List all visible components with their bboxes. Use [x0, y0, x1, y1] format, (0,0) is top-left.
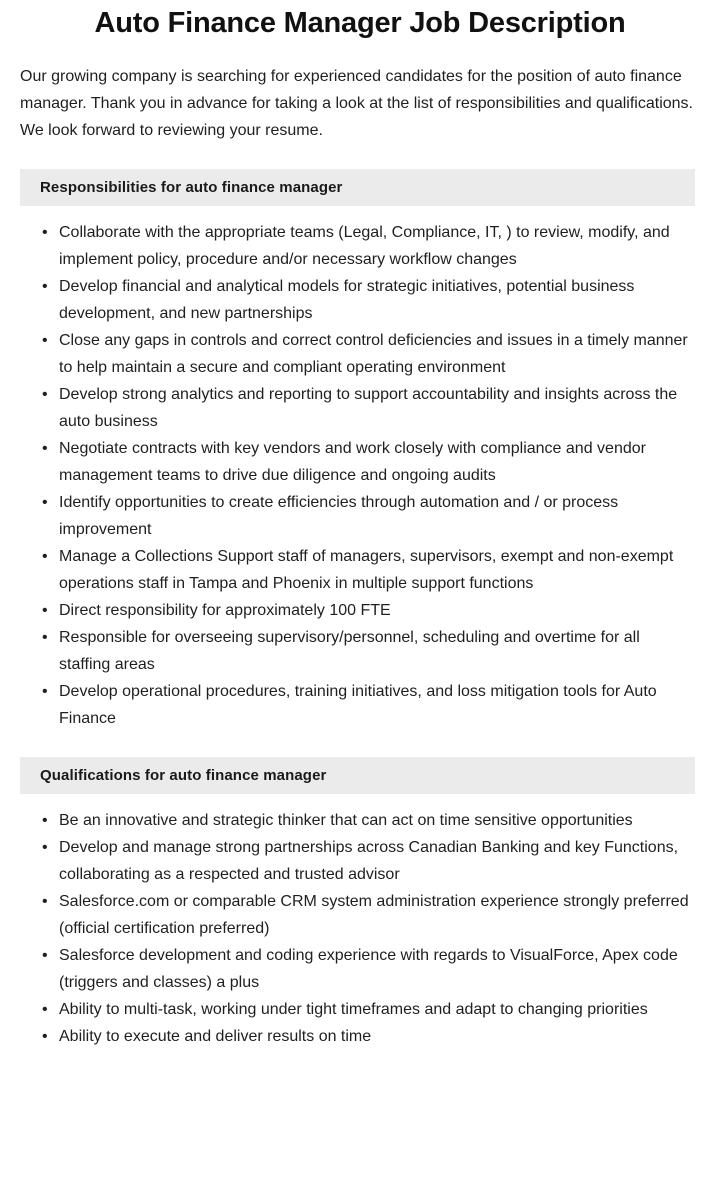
list-item	[20, 1023, 695, 1050]
list-item	[20, 888, 695, 942]
section-heading-label: Responsibilities for auto finance manager	[40, 179, 343, 196]
section-qualifications	[0, 757, 720, 1050]
bullet-icon: •	[42, 1028, 48, 1045]
list-item-text: Collaborate with the appropriate teams (Legal, Compliance, IT, ) to review, modify, and implement policy, procedure and/or necessary workflow changes	[59, 224, 670, 268]
list-item-text: Responsible for overseeing supervisory/personnel, scheduling and overtime for all staffing areas	[59, 629, 640, 673]
list-item-text: Develop operational procedures, training initiatives, and loss mitigation tools for Auto Finance	[59, 683, 657, 727]
list-item-text: Develop financial and analytical models for strategic initiatives, potential business development, and new partnerships	[59, 278, 635, 322]
bullet-icon: •	[42, 812, 48, 829]
list-item-text: Salesforce.com or comparable CRM system administration experience strongly preferred (official certification preferred)	[59, 893, 689, 937]
bullet-icon: •	[42, 440, 48, 457]
bullet-icon: •	[42, 629, 48, 646]
list-item-text: Negotiate contracts with key vendors and work closely with compliance and vendor management teams to drive due diligence and ongoing audits	[59, 440, 646, 484]
bullet-icon: •	[42, 224, 48, 241]
list-item	[20, 273, 695, 327]
list-item	[20, 807, 695, 834]
bullet-icon: •	[42, 947, 48, 964]
intro-paragraph: Our growing company is searching for experienced candidates for the position of auto finance manager. Thank you in advance for taking a look at the list of responsibilities and qualifications. We look forward to reviewing your resume.	[20, 68, 693, 139]
bullet-icon: •	[42, 602, 48, 619]
responsibilities-list	[0, 206, 720, 732]
page-title: Auto Finance Manager Job Description	[94, 7, 626, 39]
list-item-text: Ability to multi-task, working under tight timeframes and adapt to changing priorities	[59, 1001, 648, 1018]
list-item-text: Identify opportunities to create efficiencies through automation and / or process improvement	[59, 494, 619, 538]
list-item-text: Ability to execute and deliver results on time	[59, 1028, 372, 1045]
bullet-icon: •	[42, 278, 48, 295]
list-item	[20, 942, 695, 996]
list-item-text: Direct responsibility for approximately 100 FTE	[59, 602, 391, 619]
bullet-icon: •	[42, 1001, 48, 1018]
bullet-icon: •	[42, 839, 48, 856]
list-item	[20, 435, 695, 489]
list-item-text: Manage a Collections Support staff of managers, supervisors, exempt and non-exempt operations staff in Tampa and Phoenix in multiple support functions	[59, 548, 674, 592]
bullet-icon: •	[42, 332, 48, 349]
list-item	[20, 327, 695, 381]
list-item-text: Develop and manage strong partnerships across Canadian Banking and key Functions, collaborating as a respected and trusted advisor	[59, 839, 679, 883]
qualifications-list	[0, 794, 720, 1050]
list-item	[20, 381, 695, 435]
section-header-qualifications	[20, 757, 695, 794]
list-item	[20, 834, 695, 888]
section-header-responsibilities	[20, 169, 695, 206]
list-item-text: Be an innovative and strategic thinker that can act on time sensitive opportunities	[59, 812, 633, 829]
section-responsibilities	[0, 169, 720, 732]
list-item	[20, 996, 695, 1023]
list-item-text: Close any gaps in controls and correct control deficiencies and issues in a timely manner to help maintain a secure and compliant operating environment	[59, 332, 688, 376]
list-item-text: Develop strong analytics and reporting to support accountability and insights across the auto business	[59, 386, 678, 430]
bullet-icon: •	[42, 548, 48, 565]
list-item	[20, 678, 695, 732]
bullet-icon: •	[42, 386, 48, 403]
section-heading-label: Qualifications for auto finance manager	[40, 767, 327, 784]
bullet-icon: •	[42, 494, 48, 511]
list-item	[20, 543, 695, 597]
bullet-icon: •	[42, 683, 48, 700]
list-item	[20, 597, 695, 624]
list-item	[20, 624, 695, 678]
list-item-text: Salesforce development and coding experience with regards to VisualForce, Apex code (triggers and classes) a plus	[59, 947, 678, 991]
list-item	[20, 219, 695, 273]
list-item	[20, 489, 695, 543]
bullet-icon: •	[42, 893, 48, 910]
